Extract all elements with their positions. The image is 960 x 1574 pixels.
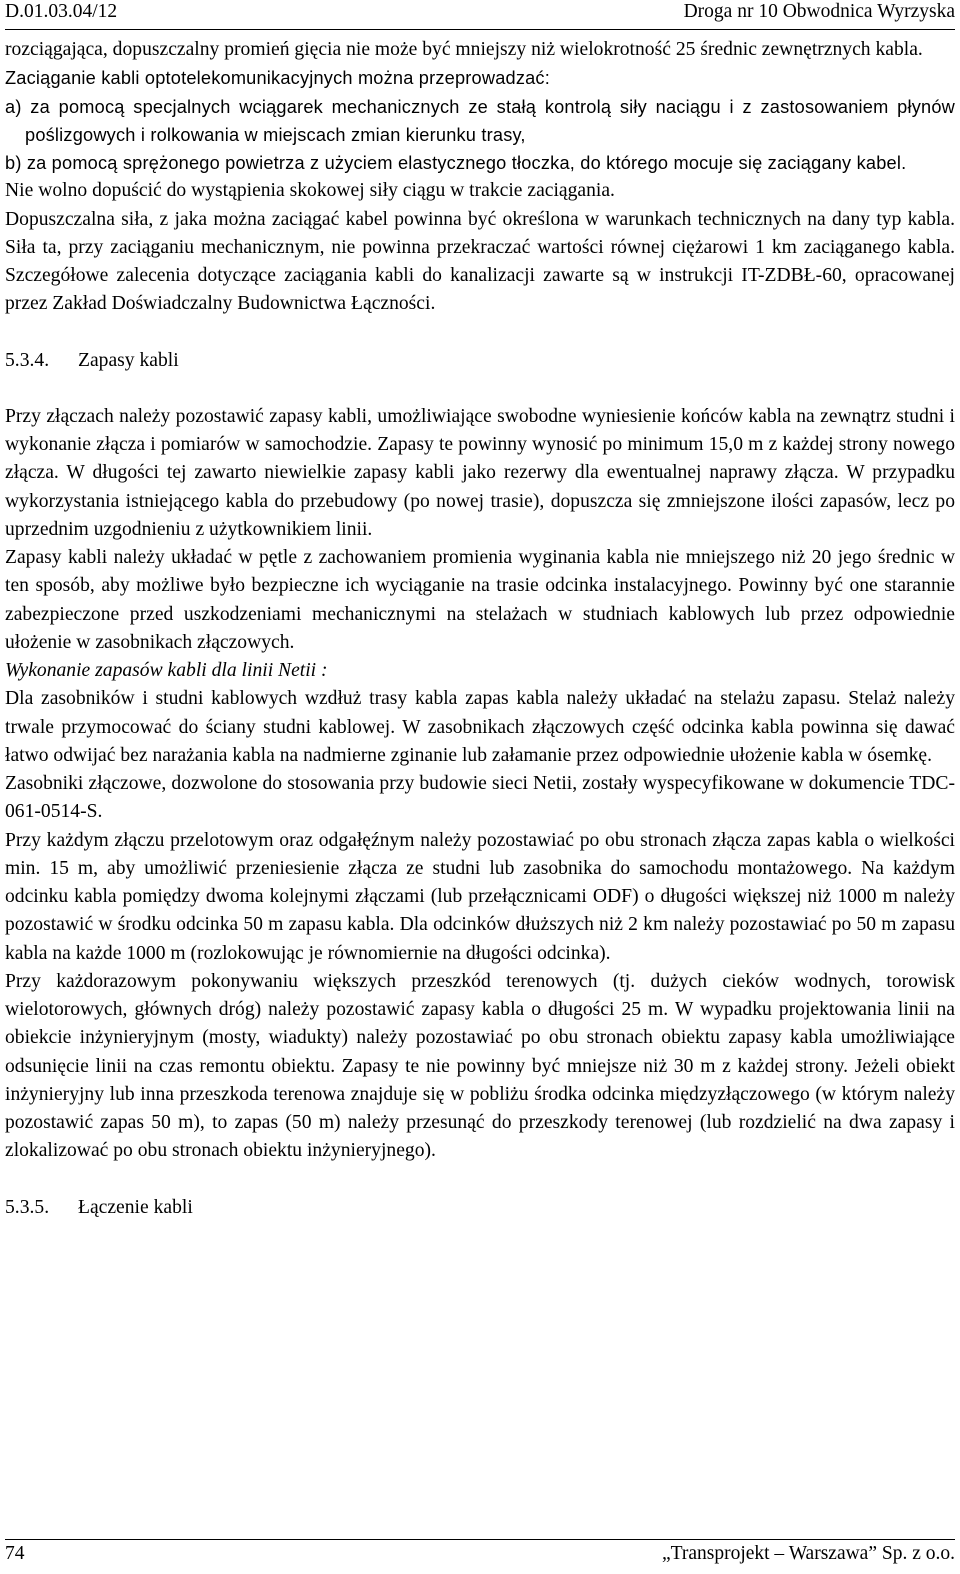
section-heading-cable-joining [5,1194,955,1222]
page-footer [5,1540,955,1570]
header-rule [5,29,955,30]
subheading-netia-reserves: Wykonanie zapasów kabli dla linii Netii : [5,660,328,681]
paragraph-obstacles: Przy każdorazowym pokonywaniu większych przeszkód terenowych (tj. dużych cieków wodnych, torowisk wielotorowych, głównych dróg) należy pozostawić zapasy kabla o długości 25 m. W wypadku projektowania linii na obiekcie inżynieryjnym (mosty, wiadukty) należy pozostawiać po obu stronach obiektu zapasy kabla umożliwiające odsunięcie linii na czas remontu obiektu. Zapasy te nie powinny być mniejsze niż 30 m z każdej strony. Jeżeli obiekt inżynieryjny lub inna przeszkoda terenowa znajduje się w pobliżu środka odcinka międzyzłączowego (w którym należy pozostawić zapas 50 m), to zapas (50 m) należy przesunąć do przeszkody terenowej (lub rozdzielić na dwa zapasy i zlokalizować po obu stronach obiektu inżynieryjnego). [5,970,955,1162]
spacer [5,1166,955,1194]
paragraph-storage-racks: Dla zasobników i studni kablowych wzdłuż trasy kabla zapas kabla należy układać na stelażu zapasu. Stelaż należy trwale przymocować do ściany studni kablowej. W zasobnikach złączowych część odcinka kabla powinna się dawać łatwo odwijać bez narażania kabla na nadmierne zginanie lub załamanie przez odpowiednie ułożenie kabla w ósemkę. [5,688,955,766]
header-project-title: Droga nr 10 Obwodnica Wyrzyska [683,1,955,22]
section-heading-cable-reserves [5,347,955,375]
paragraph-allowed-force: Dopuszczalna siła, z jaka można zaciągać kabel powinna być określona w warunkach technicznych na dany typ kabla. Siła ta, przy zaciąganiu mechanicznym, nie powinna przekraczać wartości równej ciężarowi 1 km zaciąganego kabla. Szczegółowe zalecenia dotyczące zaciągania kabli do kanalizacji zawarte są w instrukcji IT-ZDBŁ-60, opracowanej przez Zakład Doświadczalny Budownictwa Łączności. [5,208,955,315]
paragraph-bend-radius: rozciągająca, dopuszczalny promień gięcia nie może być mniejszy niż wielokrotność 25 średnic zewnętrznych kabla. [5,39,923,60]
footer-company: „Transprojekt – Warszawa” Sp. z o.o. [661,1543,955,1564]
section-title: Zapasy kabli [78,349,179,371]
paragraph-reserve-loops: Zapasy kabli należy układać w pętle z zachowaniem promienia wyginania kabla nie mniejszego niż 20 jego średnic w ten sposób, aby możliwe było bezpieczne ich wyciąganie na trasie odcinka instalacyjnego. Powinny być one starannie zabezpieczone przed uszkodzeniami mechanicznymi na stelażach w studniach kablowych lub przez odpowiednie ułożenie w zasobnikach złączowych. [5,547,955,653]
section-number: 5.3.5. [5,1196,50,1218]
paragraph-pulling-methods-intro: Zaciąganie kabli optotelekomunikacyjnych można przeprowadzać: [5,68,550,89]
header-document-code: D.01.03.04/12 [5,1,118,22]
document-body [5,36,955,1222]
section-number: 5.3.4. [5,349,50,371]
section-title: Łączenie kabli [78,1196,193,1218]
spacer [5,375,955,403]
paragraph-no-jerk: Nie wolno dopuścić do wystąpienia skokowej siły ciągu w trakcie zaciągania. [5,180,615,202]
page-number: 74 [5,1543,25,1564]
paragraph-splice-closures: Zasobniki złączowe, dozwolone do stosowania przy budowie sieci Netii, zostały wyspecyfikowane w dokumencie TDC-061-0514-S. [5,773,955,823]
paragraph-through-splices: Przy każdym złączu przelotowym oraz odgałęźnym należy pozostawiać po obu stronach złącza zapas kabla o wielkości min. 15 m, aby umożliwić przeniesienie złącza ze studni lub zasobnika do samochodu montażowego. Na każdym odcinku kabla pomiędzy dwoma kolejnymi złączami (lub przełącznicami ODF) o długości większej niż 1000 m należy pozostawić w środku odcinka 50 m zapasu kabla. Dla odcinków dłuższych niż 2 km należy pozostawiać po 50 m zapasu kabla na każde 1000 m (rozlokowując je równomiernie na długości odcinka). [5,829,955,964]
spacer [5,319,955,347]
list-item-b: b) za pomocą sprężonego powietrza z użyciem elastycznego tłoczka, do którego mocuje się zaciągany kabel. [5,153,907,173]
list-item-a: a) za pomocą specjalnych wciągarek mechanicznych ze stałą kontrolą siły naciągu i z zastosowaniem płynów poślizgowych i rolkowania w miejscach zmian kierunku trasy, [5,96,955,145]
page-header [5,0,955,27]
paragraph-joint-reserves: Przy złączach należy pozostawić zapasy kabli, umożliwiające swobodne wyniesienie końców kabla na zewnątrz studni i wykonanie złącza i pomiarów w samochodzie. Zapasy te powinny wynosić po minimum 15,0 m z każdej strony nowego złącza. W długości tej zawarto niewielkie zapasy kabli jako rezerwy dla ewentualnej naprawy złącza. W przypadku wykorzystania istniejącego kabla do przebudowy (po nowej trasie), dopuszcza się zmniejszone ilości zapasów, lecz po uprzednim uzgodnieniu z użytkownikiem linii. [5,405,955,540]
